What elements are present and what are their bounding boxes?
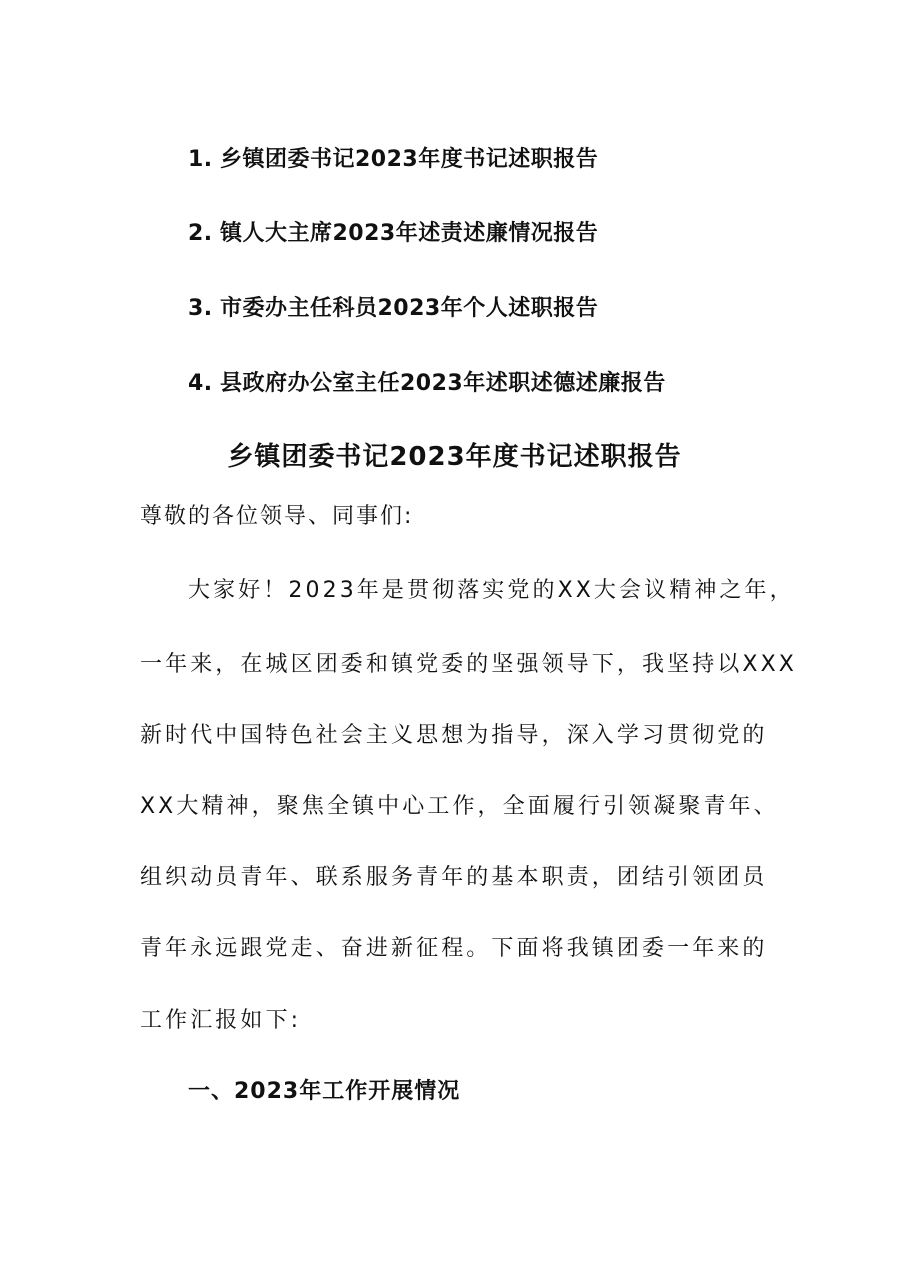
- paragraph-line: 青年永远跟党走、奋进新征程。下面将我镇团委一年来的: [140, 936, 768, 961]
- greeting: 尊敬的各位领导、同事们:: [140, 504, 414, 529]
- toc-item: [188, 216, 598, 247]
- paragraph-line: 大家好！2023年是贯彻落实党的XX大会议精神之年，: [188, 578, 795, 603]
- toc-item-title: 镇人大主席2023年述责述廉情况报告: [220, 221, 599, 246]
- toc-item: [188, 142, 598, 173]
- section-heading: 一、2023年工作开展情况: [188, 1079, 461, 1104]
- toc-item-number: 1.: [188, 147, 213, 172]
- paragraph-line: 组织动员青年、联系服务青年的基本职责，团结引领团员: [140, 865, 768, 890]
- toc-item: [188, 366, 666, 397]
- document-title: 乡镇团委书记2023年度书记述职报告: [227, 442, 682, 472]
- toc-item-title: 县政府办公室主任2023年述职述德述廉报告: [220, 371, 666, 396]
- toc-item: [188, 291, 598, 322]
- paragraph-line: 工作汇报如下:: [140, 1008, 302, 1033]
- paragraph-line: 新时代中国特色社会主义思想为指导，深入学习贯彻党的: [140, 723, 768, 748]
- toc-item-title: 乡镇团委书记2023年度书记述职报告: [220, 147, 599, 172]
- toc-item-number: 4.: [188, 371, 213, 396]
- paragraph-line: XX大精神，聚焦全镇中心工作，全面履行引领凝聚青年、: [140, 794, 779, 819]
- toc-item-title: 市委办主任科员2023年个人述职报告: [220, 296, 599, 321]
- toc-item-number: 2.: [188, 221, 213, 246]
- paragraph-line: 一年来，在城区团委和镇党委的坚强领导下，我坚持以XXX: [140, 652, 797, 677]
- toc-item-number: 3.: [188, 296, 213, 321]
